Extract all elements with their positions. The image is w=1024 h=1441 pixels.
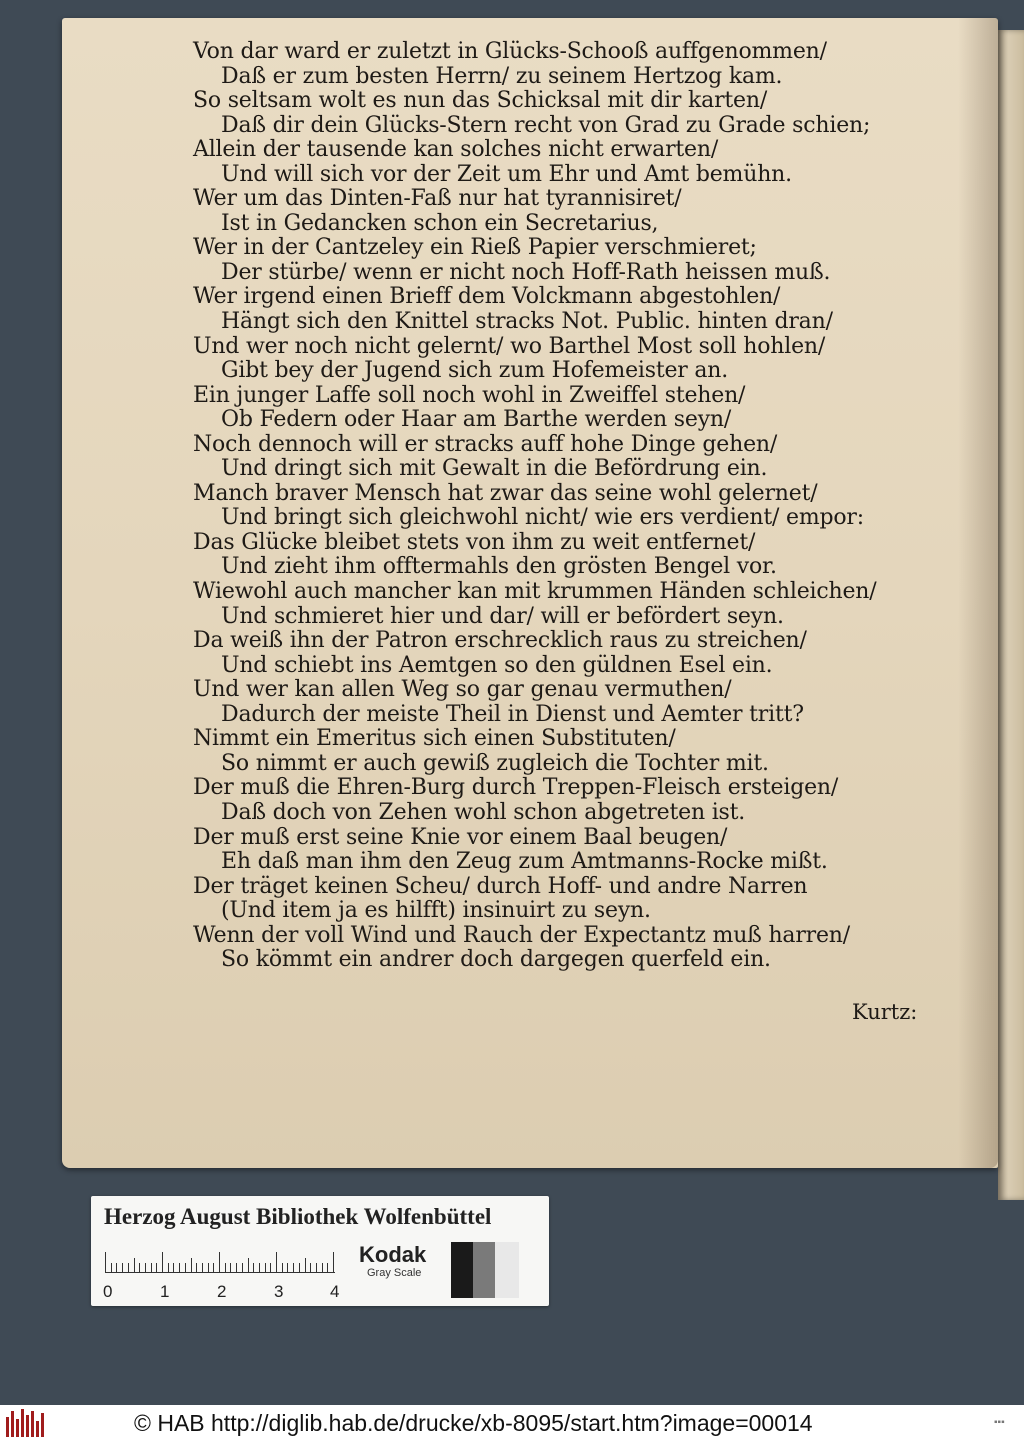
scale-number: 0 xyxy=(103,1282,113,1301)
verse-line: Noch dennoch will er stracks auff hohe Dinge gehen/ xyxy=(193,431,778,457)
verse-line: Nimmt ein Emeritus sich einen Substituten/ xyxy=(193,726,676,752)
verse-line: Hängt sich den Knittel stracks Not. Public. hinten dran/ xyxy=(221,309,833,335)
ruler-tick xyxy=(293,1263,294,1272)
ruler-tick xyxy=(327,1263,328,1272)
verse-line: Daß dir dein Glücks-Stern recht von Grad zu Grade schien; xyxy=(221,112,871,138)
verse-line: Und bringt sich gleichwohl nicht/ wie ers verdient/ empor: xyxy=(221,505,864,531)
ruler-tick xyxy=(208,1263,209,1272)
verse-line: So seltsam wolt es nun das Schicksal mit dir karten/ xyxy=(193,88,768,114)
ruler-tick xyxy=(185,1263,186,1272)
ruler-tick xyxy=(128,1263,129,1272)
verse-line: Ein junger Laffe soll noch wohl in Zweiffel stehen/ xyxy=(193,382,746,408)
verse-line: Und zieht ihm offtermahls den grösten Bengel vor. xyxy=(221,554,777,580)
scale-ruler xyxy=(105,1244,335,1284)
hab-logo-icon xyxy=(6,1409,46,1437)
verse-line: Der muß erst seine Knie vor einem Baal beugen/ xyxy=(193,824,728,850)
catchword: Kurtz: xyxy=(852,1000,918,1024)
kodak-logo: Kodak xyxy=(359,1242,427,1267)
ruler-tick xyxy=(316,1263,317,1272)
ruler-tick xyxy=(333,1252,334,1272)
ruler-tick xyxy=(276,1252,277,1272)
verse-line: Wer irgend einen Brieff dem Volckmann abgestohlen/ xyxy=(193,284,781,310)
verse-line: Ob Federn oder Haar am Barthe werden seyn/ xyxy=(221,407,732,433)
verse-line: Wer um das Dinten-Faß nur hat tyrannisiret/ xyxy=(193,186,682,212)
kodak-subtitle: Gray Scale xyxy=(367,1267,422,1279)
verse-line: Der stürbe/ wenn er nicht noch Hoff-Rath heissen muß. xyxy=(221,259,831,285)
verse-line: Wiewohl auch mancher kan mit krummen Händen schleichen/ xyxy=(193,579,877,605)
verse-line: Der muß die Ehren-Burg durch Treppen-Fleisch ersteigen/ xyxy=(193,775,839,801)
verse-line: Allein der tausende kan solches nicht erwarten/ xyxy=(193,137,719,163)
verse-line: Und schmieret hier und dar/ will er befördert seyn. xyxy=(221,603,784,629)
ruler-tick xyxy=(156,1263,157,1272)
verse-line: Manch braver Mensch hat zwar das seine wohl gelernet/ xyxy=(193,480,818,506)
verse-line: Wenn der voll Wind und Rauch der Expectantz muß harren/ xyxy=(193,922,850,948)
ruler-tick xyxy=(116,1263,117,1272)
library-name: Herzog August Bibliothek Wolfenbüttel xyxy=(104,1204,492,1229)
ruler-tick xyxy=(310,1263,311,1272)
verse-line: Gibt bey der Jugend sich zum Hofemeister an. xyxy=(221,358,729,384)
ruler-tick xyxy=(105,1252,106,1272)
verse-line: Ist in Gedancken schon ein Secretarius, xyxy=(221,210,659,236)
verse-line: Und wer kan allen Weg so gar genau vermuthen/ xyxy=(193,677,732,703)
verse-line: (Und item ja es hilfft) insinuirt zu seyn. xyxy=(221,898,651,924)
verse-line: Der träget keinen Scheu/ durch Hoff- und andre Narren xyxy=(193,873,808,899)
gray-swatch-mid xyxy=(473,1242,495,1298)
gray-swatch-dark xyxy=(451,1242,473,1298)
ruler-tick xyxy=(162,1252,163,1272)
poem-text xyxy=(193,40,933,973)
scale-number: 3 xyxy=(274,1282,284,1301)
verse-line: Da weiß ihn der Patron erschrecklich raus zu streichen/ xyxy=(193,628,807,654)
verse-line: Das Glücke bleibet stets von ihm zu weit entfernet/ xyxy=(193,529,756,555)
scale-number: 4 xyxy=(330,1282,340,1301)
verse-line: Daß doch von Zehen wohl schon abgetreten ist. xyxy=(221,799,746,825)
ruler-tick xyxy=(225,1263,226,1272)
footer-mark: ▪▪▪ xyxy=(994,1417,1005,1428)
ruler-tick xyxy=(122,1263,123,1272)
ruler-tick xyxy=(202,1263,203,1272)
ruler-tick xyxy=(236,1263,237,1272)
ruler-tick xyxy=(213,1263,214,1272)
ruler-tick xyxy=(191,1258,192,1272)
library-label xyxy=(91,1196,549,1306)
verse-line: Und will sich vor der Zeit um Ehr und Amt bemühn. xyxy=(221,161,792,187)
ruler-tick xyxy=(242,1263,243,1272)
ruler-tick xyxy=(265,1263,266,1272)
verse-line: Eh daß man ihm den Zeug zum Amtmanns-Rocke mißt. xyxy=(221,849,828,875)
ruler-tick xyxy=(196,1263,197,1272)
ruler-tick xyxy=(282,1263,283,1272)
verse-line: Daß er zum besten Herrn/ zu seinem Hertzog kam. xyxy=(221,63,783,89)
ruler-tick xyxy=(139,1263,140,1272)
ruler-tick xyxy=(168,1263,169,1272)
ruler-tick xyxy=(145,1263,146,1272)
ruler-tick xyxy=(253,1263,254,1272)
ruler-tick xyxy=(299,1263,300,1272)
footer-bar xyxy=(0,1405,1024,1441)
scale-number: 2 xyxy=(217,1282,227,1301)
facing-page-edge xyxy=(998,30,1024,1200)
ruler-tick xyxy=(230,1263,231,1272)
ruler-tick xyxy=(305,1258,306,1272)
ruler-tick xyxy=(179,1263,180,1272)
verse-line: Und dringt sich mit Gewalt in die Befördrung ein. xyxy=(221,456,768,482)
verse-line: Und wer noch nicht gelernt/ wo Barthel Most soll hohlen/ xyxy=(193,333,826,359)
verse-line: So kömmt ein andrer doch dargegen querfeld ein. xyxy=(221,947,771,973)
copyright-url: © HAB http://diglib.hab.de/drucke/xb-8095/start.htm?image=00014 xyxy=(134,1410,813,1436)
ruler-tick xyxy=(259,1263,260,1272)
ruler-tick xyxy=(111,1263,112,1272)
ruler-tick xyxy=(151,1263,152,1272)
verse-line: So nimmt er auch gewiß zugleich die Tochter mit. xyxy=(221,750,769,776)
ruler-tick xyxy=(219,1252,220,1272)
gray-swatch-light xyxy=(495,1242,519,1298)
ruler-tick xyxy=(134,1258,135,1272)
ruler-tick xyxy=(270,1263,271,1272)
scale-number: 1 xyxy=(160,1282,170,1301)
ruler-tick xyxy=(322,1263,323,1272)
verse-line: Wer in der Cantzeley ein Rieß Papier verschmieret; xyxy=(193,235,757,261)
ruler-tick xyxy=(173,1263,174,1272)
verse-line: Von dar ward er zuletzt in Glücks-Schooß auffgenommen/ xyxy=(193,39,827,64)
ruler-tick xyxy=(287,1263,288,1272)
verse-line: Und schiebt ins Aemtgen so den güldnen Esel ein. xyxy=(221,652,773,678)
verse-line: Dadurch der meiste Theil in Dienst und Aemter tritt? xyxy=(221,701,804,727)
ruler-tick xyxy=(248,1258,249,1272)
